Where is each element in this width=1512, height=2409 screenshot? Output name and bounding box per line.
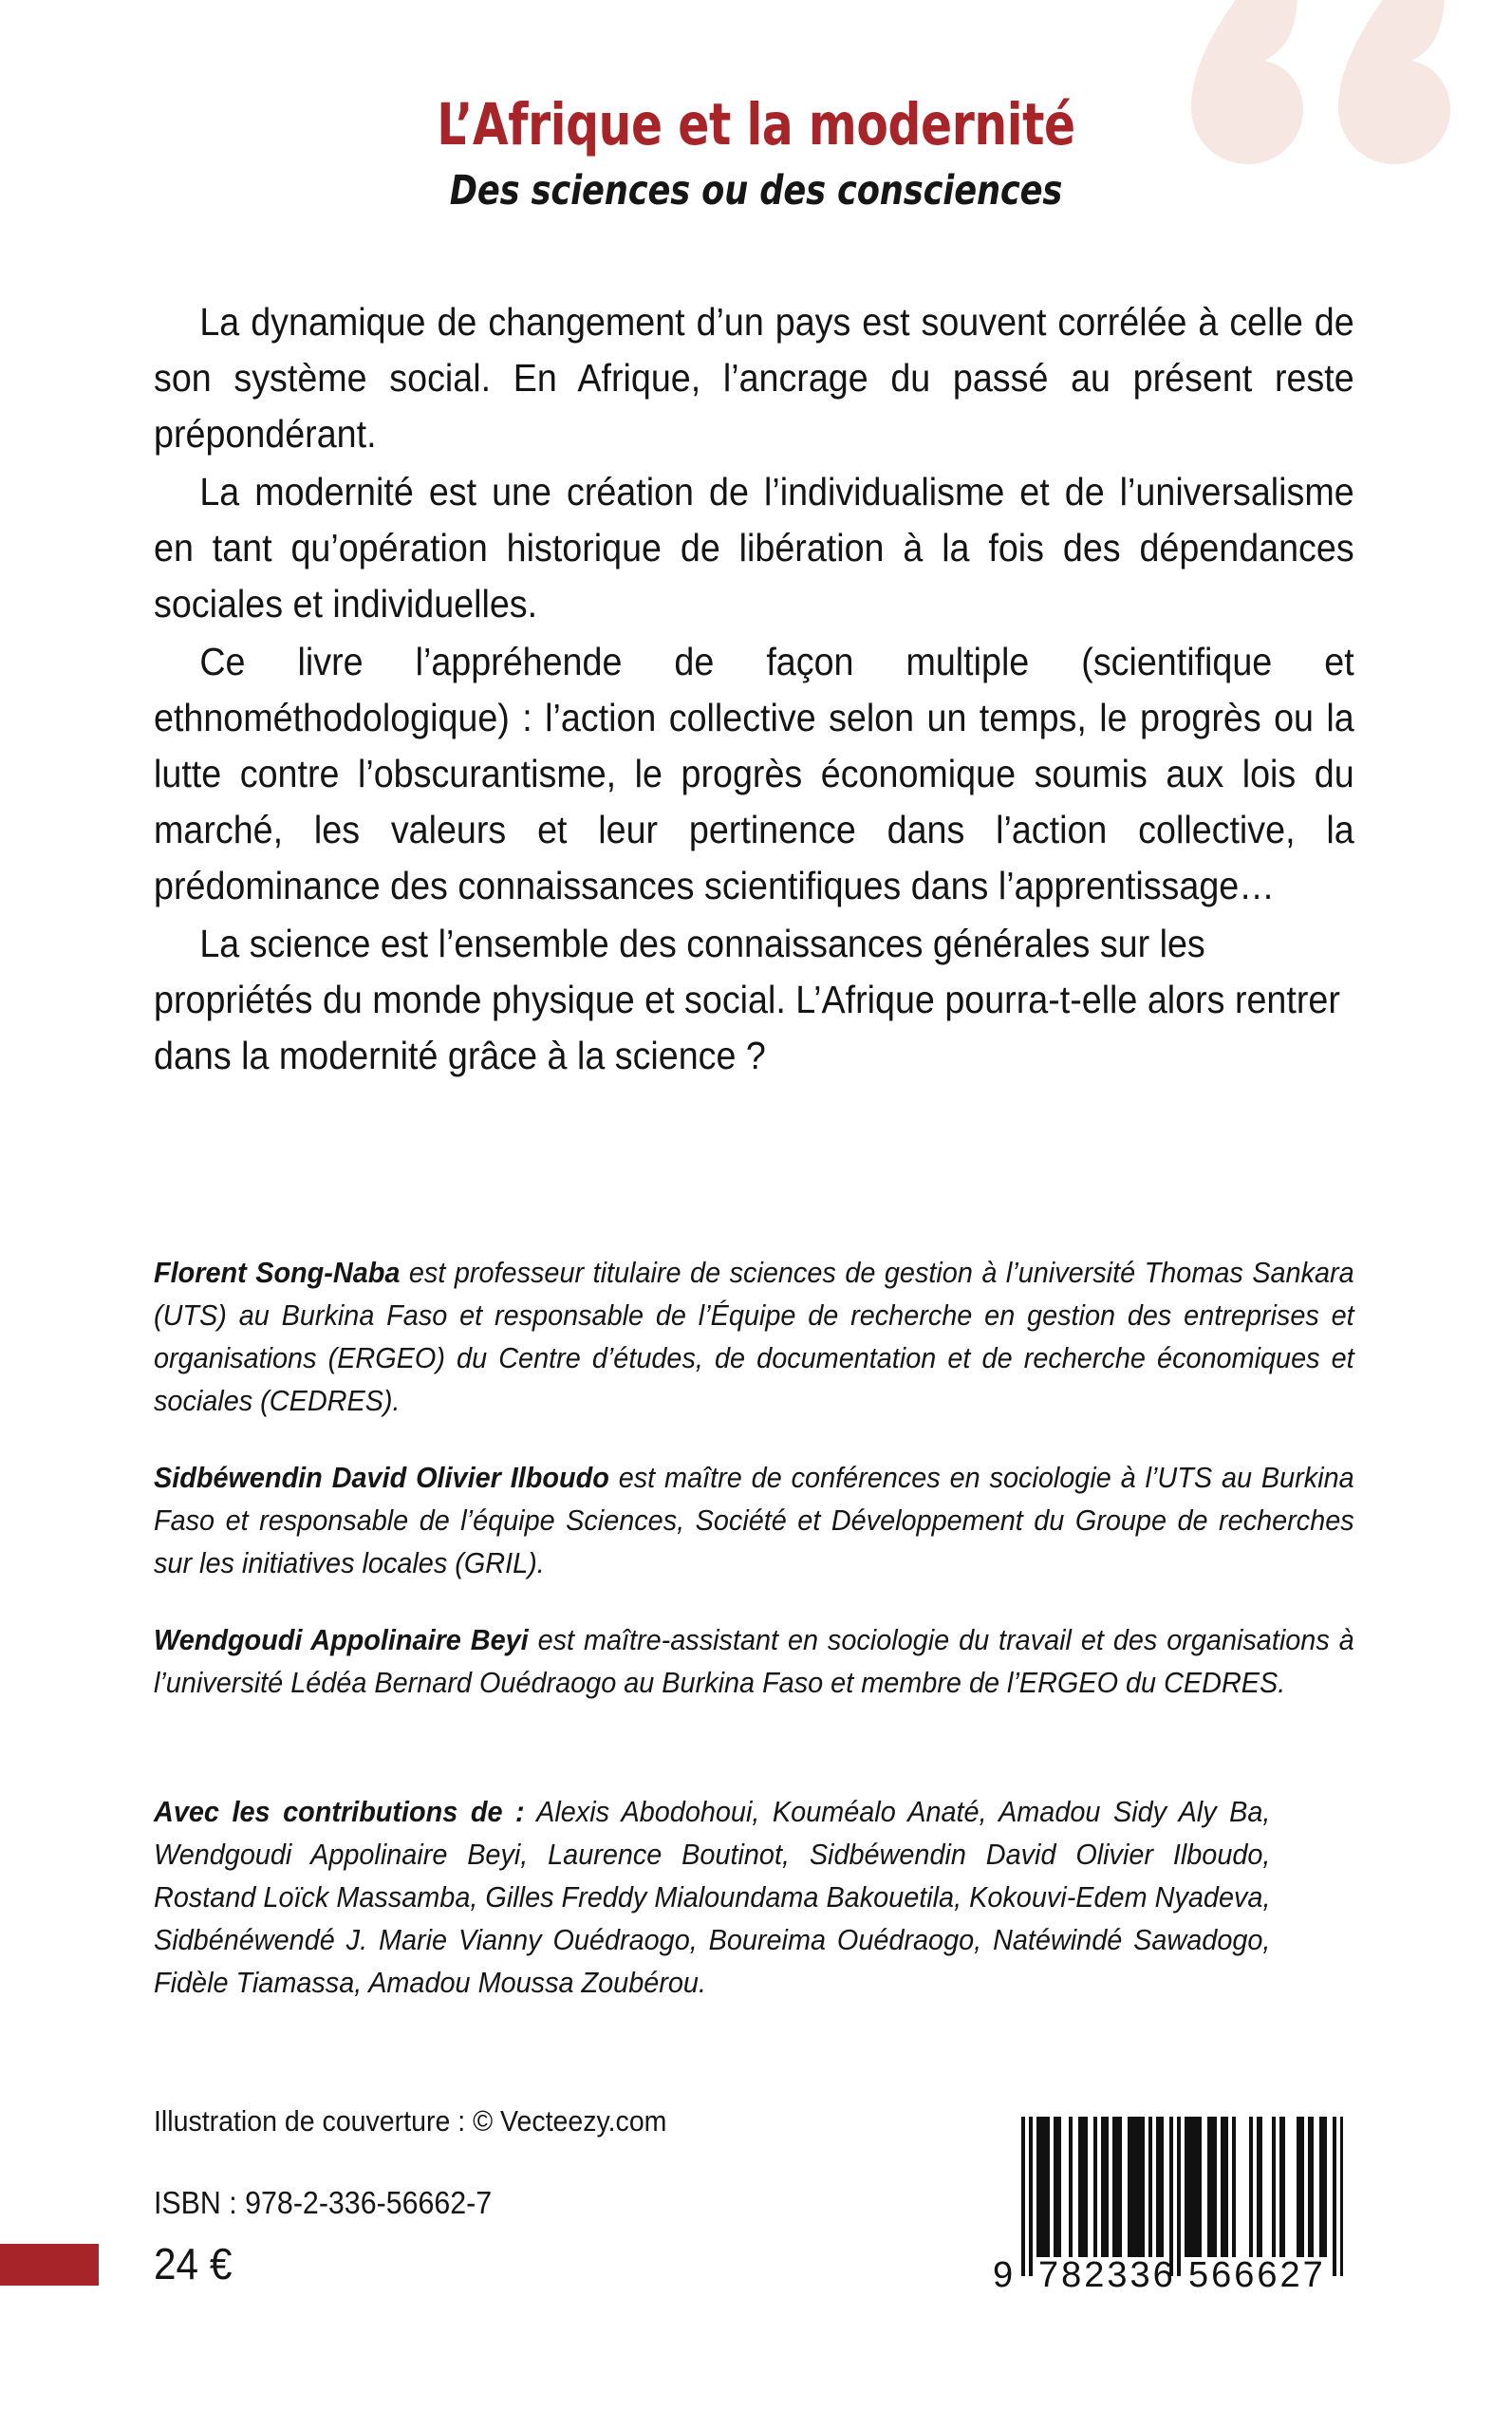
blurb-paragraph: La science est l’ensemble des connaissances générales sur les propriétés du monde physique et social. L’Afrique pourra-t-elle alors rentrer dans la modernité grâce à la science ? xyxy=(154,922,1340,1077)
contributors-names: Alexis Abodohoui, Kouméalo Anaté, Amadou Sidy Aly Ba, Wendgoudi Appolinaire Beyi, Laurence Boutinot, Sidbéwendin David Olivier Ilboudo, Rostand Loïck Massamba, Gilles Freddy Mialoundama Bakouetila, Kokouvi-Edem Nyadeva, Sidbénéwendé J. Marie Vianny Ouédraogo, Boureima Ouédraogo, Natéwindé Sawadogo, Fidèle Tiamassa, Amadou Moussa Zoubérou. xyxy=(154,1795,1271,1999)
blurb-paragraph: La modernité est une création de l’individualisme et de l’universalisme en tant qu’opération historique de libération à la fois des dépendances sociales et individuelles. xyxy=(154,470,1354,626)
author-bio xyxy=(154,1251,1354,1422)
author-name: Sidbéwendin David Olivier Ilboudo xyxy=(154,1461,609,1494)
isbn-text: ISBN : 978-2-336-56662-7 xyxy=(154,2185,493,2220)
author-bio-text: est maître-assistant en sociologie du travail et des organisations à l’université Lédéa Bernard Ouédraogo au Burkina Faso et membre de l’ERGEO du CEDRES. xyxy=(154,1623,1354,1699)
author-name: Wendgoudi Appolinaire Beyi xyxy=(154,1623,529,1656)
red-accent-tab xyxy=(0,2244,99,2286)
contributors-label: Avec les contributions de : xyxy=(154,1795,525,1828)
footer-section xyxy=(154,2102,894,2288)
blurb-paragraph: La dynamique de changement d’un pays est souvent corrélée à celle de son système social. En Afrique, l’ancrage du passé au présent reste prépondérant. xyxy=(154,300,1354,456)
barcode-digits-mid: 782336 xyxy=(1038,2255,1176,2295)
barcode-digits-right: 566627 xyxy=(1188,2255,1326,2295)
blurb-paragraph: Ce livre l’appréhende de façon multiple (scientifique et ethnométhodologique) : l’action collective selon un temps, le progrès ou la lutte contre l’obscurantisme, le progrès économique soumis aux lois du marché, les valeurs et leur pertinence dans l’action collective, la prédominance des connaissances scientifiques dans l’apprentissage… xyxy=(154,640,1354,907)
isbn-barcode xyxy=(968,2094,1343,2312)
title-block xyxy=(0,91,1512,215)
author-name: Florent Song-Naba xyxy=(154,1256,401,1289)
author-bio-text: est professeur titulaire de sciences de gestion à l’université Thomas Sankara (UTS) au Burkina Faso et responsable de l’Équipe de recherche en gestion des entreprises et organisations (ERGEO) du Centre d’études, de documentation et de recherche économiques et sociales (CEDRES). xyxy=(154,1256,1354,1417)
author-bios-section xyxy=(154,1251,1354,1704)
blurb-section xyxy=(154,294,1354,1086)
author-bio xyxy=(154,1618,1354,1704)
contributors-section xyxy=(154,1790,1270,2004)
barcode-digit-left: 9 xyxy=(993,2255,1014,2295)
price-text: 24 € xyxy=(154,2239,233,2288)
author-bio xyxy=(154,1456,1354,1584)
page-title: L’Afrique et la modernité xyxy=(437,91,1075,159)
author-bio-text: est maître de conférences en sociologie à l’UTS au Burkina Faso et responsable de l’équipe Sciences, Société et Développement du Groupe de recherches sur les initiatives locales (GRIL). xyxy=(154,1461,1354,1579)
cover-illustration-credit: Illustration de couverture : © Vecteezy.com xyxy=(154,2104,667,2138)
page-subtitle: Des sciences ou des consciences xyxy=(449,167,1063,215)
